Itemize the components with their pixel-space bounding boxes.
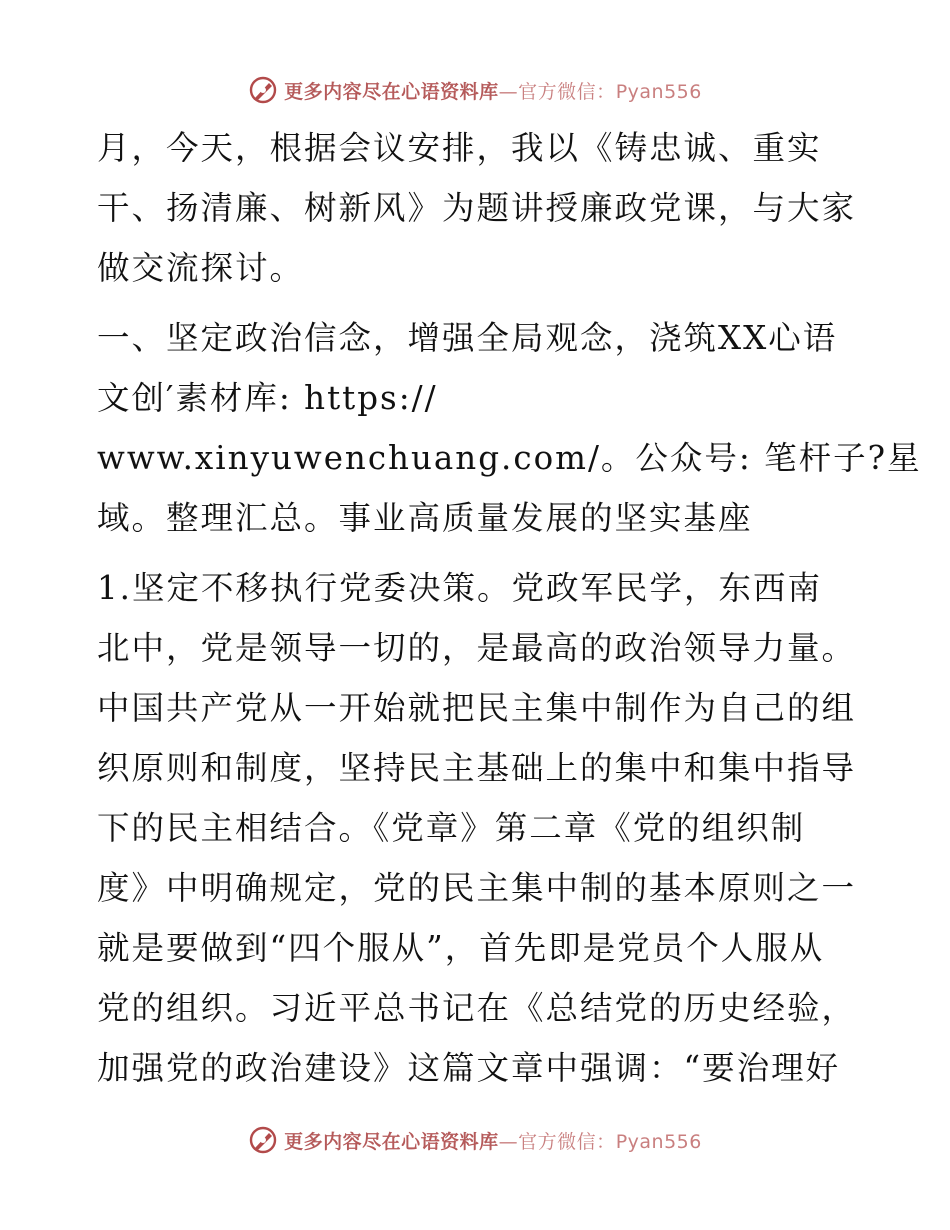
header-banner-official: 官方微信： xyxy=(518,80,616,103)
document-body xyxy=(97,118,922,1098)
body-line: 就是要做到“四个服从”，首先即是党员个人服从 xyxy=(97,929,825,967)
quill-seal-icon xyxy=(248,1125,278,1155)
footer-banner-main: 更多内容尽在心语资料库 xyxy=(284,1130,499,1153)
body-line: 度》中明确规定，党的民主集中制的基本原则之一 xyxy=(97,869,857,907)
section-heading-line: 域。整理汇总。事业高质量发展的坚实基座 xyxy=(97,499,753,537)
section-heading-line: www.xinyuwenchuang.com/。公众号: 笔杆子?星 xyxy=(97,439,922,477)
header-banner-main: 更多内容尽在心语资料库 xyxy=(284,80,499,103)
body-line: 干、扬清廉、树新风》为题讲授廉政党课，与大家 xyxy=(97,189,857,227)
header-banner-dash: — xyxy=(498,80,519,103)
footer-banner-text xyxy=(284,1127,702,1154)
header-banner xyxy=(0,72,950,108)
body-line: 下的民主相结合。《党章》第二章《党的组织制 xyxy=(97,809,806,847)
header-banner-text xyxy=(284,77,702,104)
section-heading-line: 一、坚定政治信念，增强全局观念，浇筑XX心语 xyxy=(97,319,838,357)
paragraph-gap xyxy=(97,548,857,558)
quill-seal-icon xyxy=(248,75,278,105)
body-line: 做交流探讨。 xyxy=(97,249,305,287)
body-line: 北中，党是领导一切的，是最高的政治领导力量。 xyxy=(97,629,857,667)
body-line: 党的组织。习近平总书记在《总结党的历史经验， xyxy=(97,989,857,1027)
header-banner-id: Pyan556 xyxy=(615,80,702,103)
footer-banner-dash: — xyxy=(498,1130,519,1153)
footer-banner-inner xyxy=(248,1125,702,1155)
section-heading-line: 文创′素材库: https:// xyxy=(97,379,438,417)
footer-banner-id: Pyan556 xyxy=(615,1130,702,1153)
body-line: 中国共产党从一开始就把民主集中制作为自己的组 xyxy=(97,689,857,727)
paragraph-gap xyxy=(97,298,857,308)
footer-banner xyxy=(0,1122,950,1158)
header-banner-inner xyxy=(248,75,702,105)
body-line: 织原则和制度，坚持民主基础上的集中和集中指导 xyxy=(97,749,857,787)
body-line: 1.坚定不移执行党委决策。党政军民学，东西南 xyxy=(97,569,823,607)
footer-banner-official: 官方微信： xyxy=(518,1130,616,1153)
body-line: 月，今天，根据会议安排，我以《铸忠诚、重实 xyxy=(97,129,822,167)
body-line: 加强党的政治建设》这篇文章中强调：“要治理好 xyxy=(97,1049,841,1087)
